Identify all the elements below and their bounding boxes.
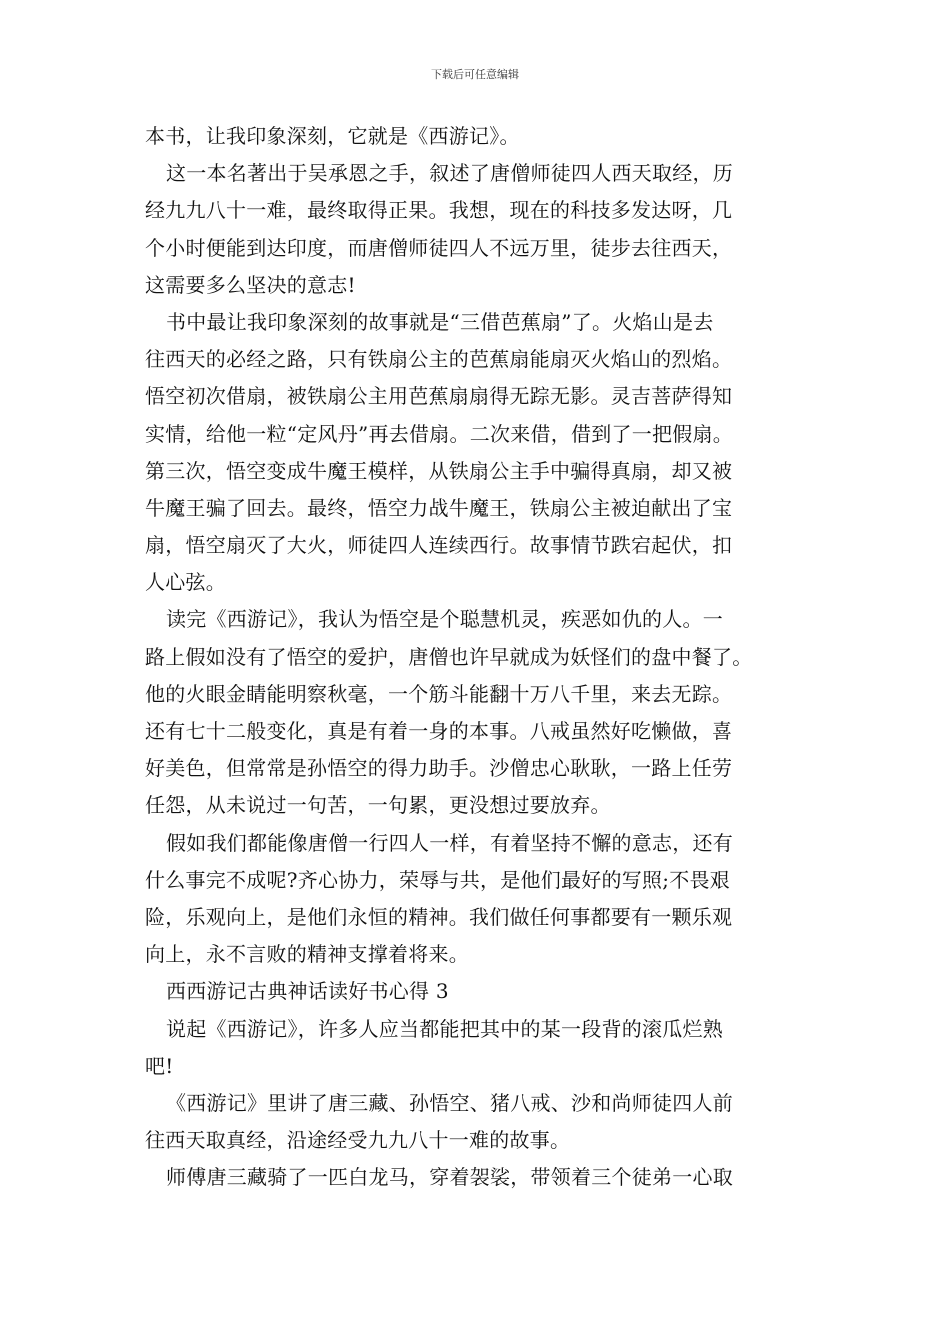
text-line: 书中最让我印象深刻的故事就是“三借芭蕉扇”了。火焰山是去 bbox=[166, 309, 714, 334]
text-line: 第三次，悟空变成牛魔王模样，从铁扇公主手中骗得真扇，却又被 bbox=[145, 458, 733, 483]
text-line: 这一本名著出于吴承恩之手，叙述了唐僧师徒四人西天取经，历 bbox=[166, 161, 733, 186]
document-body bbox=[145, 118, 815, 1196]
text-line: 说起《西游记》，许多人应当都能把其中的某一段背的滚瓜烂熟 bbox=[166, 1016, 723, 1041]
text-line: 任怨，从未说过一句苦，一句累，更没想过要放弃。 bbox=[145, 793, 611, 818]
text-line: 西西游记古典神话读好书心得 3 bbox=[166, 979, 449, 1004]
text-line: 个小时便能到达印度，而唐僧师徒四人不远万里，徒步去往西天， bbox=[145, 235, 733, 260]
text-line: 扇，悟空扇灭了大火，师徒四人连续西行。故事情节跌宕起伏，扣 bbox=[145, 533, 733, 558]
text-line: 假如我们都能像唐僧一行四人一样，有着坚持不懈的意志，还有 bbox=[166, 830, 733, 855]
text-line: 向上，永不言败的精神支撑着将来。 bbox=[145, 942, 469, 967]
text-line: 实情，给他一粒“定风丹”再去借扇。二次来借，借到了一把假扇。 bbox=[145, 421, 733, 446]
text-line: 这需要多么坚决的意志! bbox=[145, 272, 356, 297]
text-line: 悟空初次借扇，被铁扇公主用芭蕉扇扇得无踪无影。灵吉菩萨得知 bbox=[145, 384, 733, 409]
text-line: 往西天的必经之路，只有铁扇公主的芭蕉扇能扇灭火焰山的烈焰。 bbox=[145, 347, 733, 372]
text-line: 《西游记》里讲了唐三藏、孙悟空、猪八戒、沙和尚师徒四人前 bbox=[166, 1090, 733, 1115]
text-line: 读完《西游记》，我认为悟空是个聪慧机灵，疾恶如仇的人。一 bbox=[166, 607, 723, 632]
text-line: 他的火眼金睛能明察秋毫，一个筋斗能翻十万八千里，来去无踪。 bbox=[145, 681, 733, 706]
text-line: 吧! bbox=[145, 1053, 174, 1078]
text-line: 好美色，但常常是孙悟空的得力助手。沙僧忠心耿耿，一路上任劳 bbox=[145, 756, 733, 781]
text-line: 还有七十二般变化，真是有着一身的本事。八戒虽然好吃懒做，喜 bbox=[145, 719, 733, 743]
text-line: 师傅唐三藏骑了一匹白龙马，穿着袈裟，带领着三个徒弟一心取 bbox=[166, 1165, 733, 1190]
text-line: 牛魔王骗了回去。最终，悟空力战牛魔王，铁扇公主被迫献出了宝 bbox=[145, 495, 733, 520]
text-line: 经九九八十一难，最终取得正果。我想，现在的科技多发达呀，几 bbox=[145, 198, 733, 223]
page-header: 下载后可任意编辑 bbox=[431, 68, 519, 81]
text-line: 人心弦。 bbox=[145, 570, 226, 595]
text-line: 本书，让我印象深刻，它就是《西游记》。 bbox=[145, 124, 520, 148]
text-line: 什么事完不成呢?齐心协力，荣辱与共，是他们最好的写照;不畏艰 bbox=[145, 867, 730, 892]
text-line: 路上假如没有了悟空的爱护，唐僧也许早就成为妖怪们的盘中餐了。 bbox=[145, 644, 753, 669]
text-line: 险，乐观向上，是他们永恒的精神。我们做任何事都要有一颗乐观 bbox=[145, 904, 733, 929]
text-line: 往西天取真经，沿途经受九九八十一难的故事。 bbox=[145, 1128, 571, 1153]
